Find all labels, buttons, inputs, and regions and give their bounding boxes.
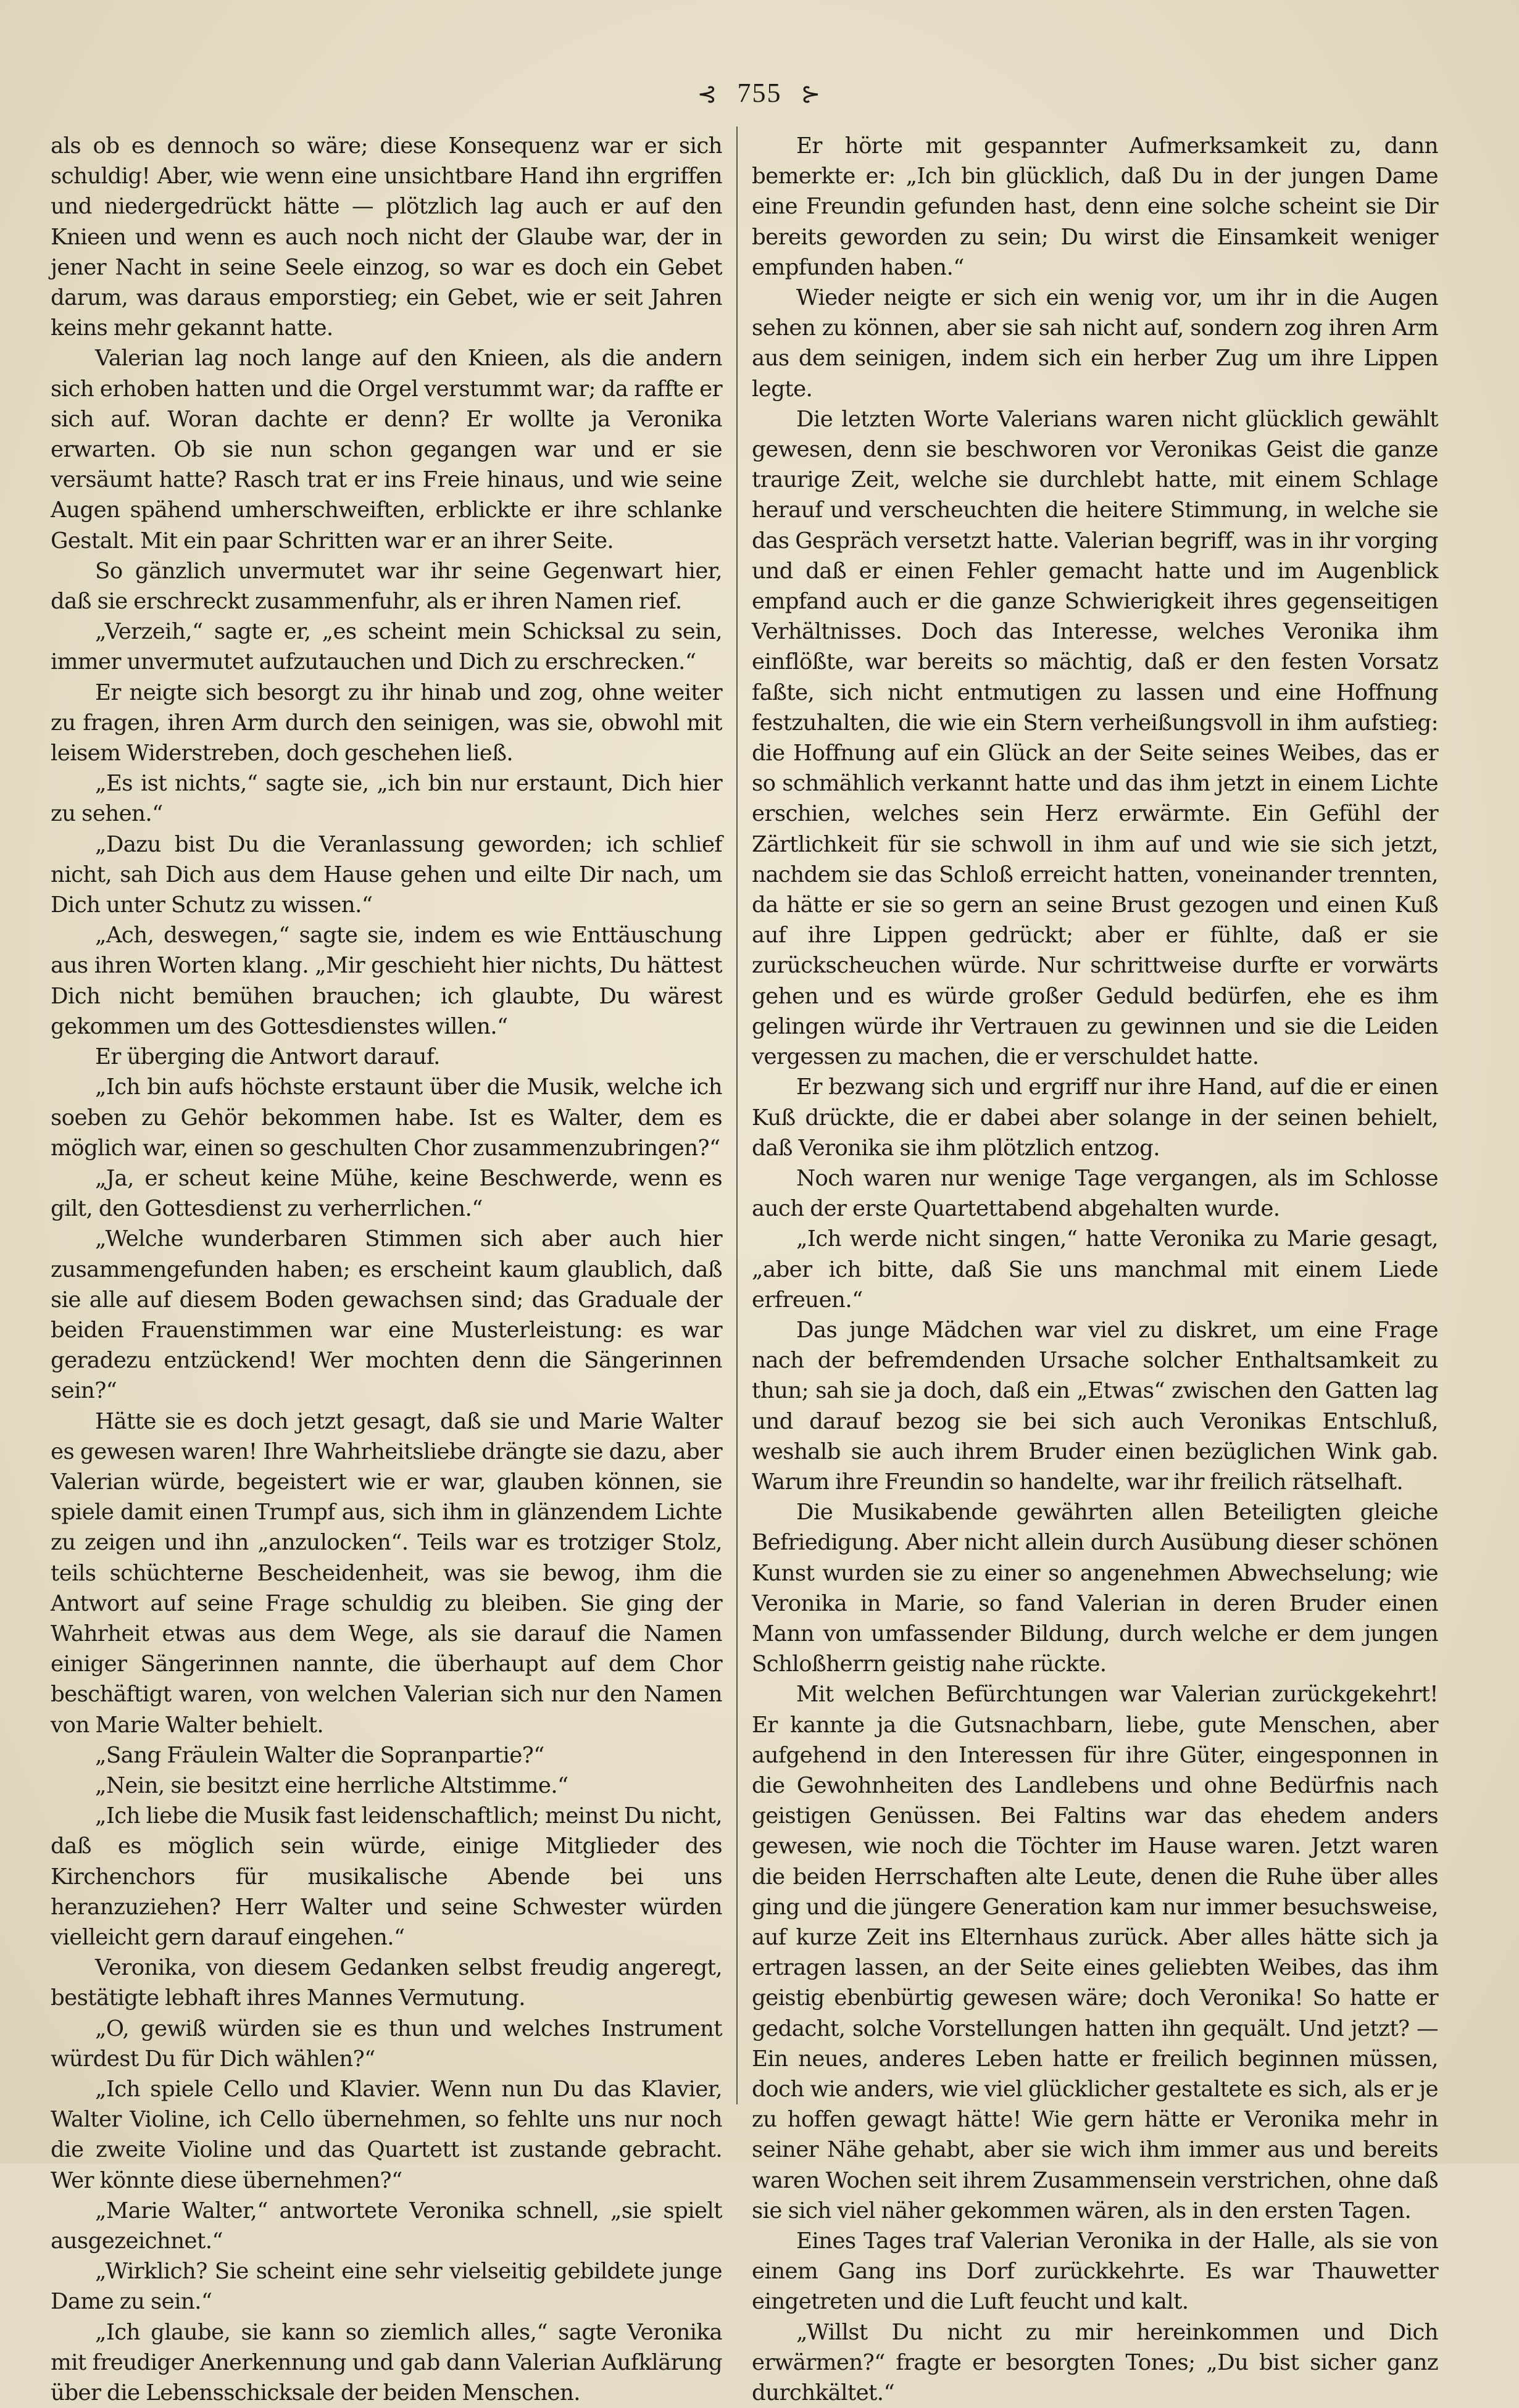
paragraph: Er neigte sich besorgt zu ihr hinab und zog, ohne weiter zu fragen, ihren Arm durch den seinigen, was sie, obwohl mit leisem Widerstreben, doch geschehen ließ. (51, 679, 722, 766)
paragraph: Er überging die Antwort darauf. (95, 1044, 440, 1070)
paragraph: „Verzeih,“ sagte er, „es scheint mein Schicksal zu sein, immer unvermutet aufzutauchen und Dich zu erschrecken.“ (51, 619, 722, 675)
paragraph: „Willst Du nicht zu mir hereinkommen und Dich erwärmen?“ fragte er besorgten Tones; „Du bist sicher ganz durchkältet.“ (752, 2319, 1438, 2406)
column-divider (736, 127, 738, 2104)
paragraph: „Nein, sie besitzt eine herrliche Altstimme.“ (95, 1772, 568, 1798)
ornament-left: ⊰ (697, 81, 718, 107)
paragraph: Die Musikabende gewährten allen Beteiligten gleiche Befriedigung. Aber nicht allein durch Ausübung dieser schönen Kunst wurden sie zu einer so angenehmen Abwechselung; wie Veronika in Marie, so fand Valerian in deren Bruder einen Mann von umfassender Bildung, durch welche er dem jungen Schloßherrn geistig nahe rückte. (752, 1500, 1438, 1677)
paragraph: „Ich glaube, sie kann so ziemlich alles,“ sagte Veronika mit freudiger Anerkennung und gab dann Valerian Aufklärung über die Lebensschicksale der beiden Menschen. (51, 2319, 722, 2406)
paragraph: Die letzten Worte Valerians waren nicht glücklich gewählt gewesen, denn sie beschworen vor Veronikas Geist die ganze traurige Zeit, welche sie durchlebt hatte, mit einem Schlage herauf und verscheuchten die heitere Stimmung, in welche sie das Gespräch versetzt hatte. Valerian begriff, was in ihr vorging und daß er einen Fehler gemacht hatte und im Augenblick empfand auch er die ganze Schwierigkeit ihres gegenseitigen Verhältnisses. Doch das Interesse, welches Veronika ihm einflößte, war bereits so mächtig, daß er den festen Vorsatz faßte, sich nicht entmutigen zu lassen und eine Hoffnung festzuhalten, die wie ein Stern verheißungsvoll in ihm aufstieg: die Hoffnung auf ein Glück an der Seite seines Weibes, das er so schmählich verkannt hatte und das ihm jetzt in einem Lichte erschien, welches sein Herz erwärmte. Ein Gefühl der Zärtlichkeit für sie schwoll in ihm auf und wie sie sich jetzt, nachdem sie das Schloß erreicht hatten, voneinander trennten, da hätte er sie so gern an seine Brust gezogen und einen Kuß auf ihre Lippen gedrückt; aber er fühlte, daß er sie zurückscheuchen würde. Nur schrittweise durfte er vorwärts gehen und es würde großer Geduld bedürfen, ehe es ihm gelingen würde ihr Vertrauen zu gewinnen und sie die Leiden vergessen zu machen, die er verschuldet hatte. (752, 406, 1438, 1070)
page-header (0, 77, 1519, 109)
paragraph: „O, gewiß würden sie es thun und welches Instrument würdest Du für Dich wählen?“ (51, 2016, 722, 2072)
paragraph: „Wirklich? Sie scheint eine sehr vielseitig gebildete junge Dame zu sein.“ (51, 2259, 722, 2315)
paragraph: Wieder neigte er sich ein wenig vor, um ihr in die Augen sehen zu können, aber sie sah nicht auf, sondern zog ihren Arm aus dem seinigen, indem sich ein herber Zug um ihre Lippen legte. (752, 285, 1438, 402)
paragraph: als ob es dennoch so wäre; diese Konsequenz war er sich schuldig! Aber, wie wenn eine unsichtbare Hand ihn ergriffen und niedergedrückt hätte — plötzlich lag auch er auf den Knieen und wenn es auch noch nicht der Glaube war, der in jener Nacht in seine Seele einzog, so war es doch ein Gebet darum, was daraus emporstieg; ein Gebet, wie er seit Jahren keins mehr gekannt hatte. (51, 133, 722, 341)
paragraph: So gänzlich unvermutet war ihr seine Gegenwart hier, daß sie erschreckt zusammenfuhr, als er ihren Namen rief. (51, 558, 722, 615)
paragraph: Er hörte mit gespannter Aufmerksamkeit zu, dann bemerkte er: „Ich bin glücklich, daß Du in der jungen Dame eine Freundin gefunden hast, denn eine solche scheint sie Dir bereits geworden zu sein; Du wirst die Einsamkeit weniger empfunden haben.“ (752, 133, 1438, 280)
paragraph: „Ach, deswegen,“ sagte sie, indem es wie Enttäuschung aus ihren Worten klang. „Mir geschieht hier nichts, Du hättest Dich nicht bemühen brauchen; ich glaubte, Du wärest gekommen um des Gottesdienstes willen.“ (51, 923, 722, 1039)
paragraph: „Dazu bist Du die Veranlassung geworden; ich schlief nicht, sah Dich aus dem Hause gehen und eilte Dir nach, um Dich unter Schutz zu wissen.“ (51, 831, 722, 918)
paragraph: Mit welchen Befürchtungen war Valerian zurückgekehrt! Er kannte ja die Gutsnachbarn, liebe, gute Menschen, aber aufgehend in den Interessen für ihre Güter, eingesponnen in die Gewohnheiten des Landlebens und ohne Bedürfnis nach geistigen Genüssen. Bei Faltins war das ehedem anders gewesen, wie noch die Töchter im Hause waren. Jetzt waren die beiden Herrschaften alte Leute, denen die Ruhe über alles ging und die jüngere Generation kam nur immer besuchsweise, auf kurze Zeit ins Elternhaus zurück. Aber alles hätte sich ja ertragen lassen, an der Seite eines geliebten Weibes, das ihm geistig ebenbürtig gewesen wäre; doch Veronika! So hatte er gedacht, solche Vorstellungen hatten ihn gequält. Und jetzt? — Ein neues, anderes Leben hatte er freilich beginnen müssen, doch wie anders, wie viel glücklicher gestaltete es sich, als er je zu hoffen gewagt hätte! Wie gern hätte er Veronika mehr in seiner Nähe gehabt, aber sie wich ihm immer aus und bereits waren Wochen seit ihrem Zusammensein verstrichen, ohne daß sie sich viel näher gekommen wären, als in den ersten Tagen. (752, 1682, 1438, 2223)
paragraph: „Ich spiele Cello und Klavier. Wenn nun Du das Klavier, Walter Violine, ich Cello übernehmen, so fehlte uns nur noch die zweite Violine und das Quartett ist zustande gebracht. Wer könnte diese übernehmen?“ (51, 2077, 722, 2193)
ornament-right: ⊱ (801, 81, 822, 107)
paragraph: „Es ist nichts,“ sagte sie, „ich bin nur erstaunt, Dich hier zu sehen.“ (51, 771, 722, 827)
paragraph: Hätte sie es doch jetzt gesagt, daß sie und Marie Walter es gewesen waren! Ihre Wahrheitsliebe drängte sie dazu, aber Valerian würde, begeistert wie er war, glauben können, sie spiele damit einen Trumpf aus, sich ihm in glänzendem Lichte zu zeigen und ihn „anzulocken“. Teils war es trotziger Stolz, teils schüchterne Bescheidenheit, was sie bewog, ihm die Antwort auf seine Frage schuldig zu bleiben. Sie ging der Wahrheit etwas aus dem Wege, als sie darauf die Namen einiger Sängerinnen nannte, die überhaupt auf dem Chor beschäftigt waren, von welchen Valerian sich nur den Namen von Marie Walter behielt. (51, 1408, 722, 1738)
page-number: 755 (737, 78, 782, 108)
paragraph: „Ich bin aufs höchste erstaunt über die Musik, welche ich soeben zu Gehör bekommen habe. Ist es Walter, dem es möglich war, einen so geschulten Chor zusammenzubringen?“ (51, 1074, 722, 1161)
paragraph: „Ich werde nicht singen,“ hatte Veronika zu Marie gesagt, „aber ich bitte, daß Sie uns manchmal mit einem Liede erfreuen.“ (752, 1226, 1438, 1313)
paragraph: „Welche wunderbaren Stimmen sich aber auch hier zusammengefunden haben; es erscheint kaum glaublich, daß sie alle auf diesem Boden gewachsen sind; das Graduale der beiden Frauenstimmen war eine Musterleistung: es war geradezu entzückend! Wer mochten denn die Sängerinnen sein?“ (51, 1226, 722, 1404)
paragraph: Eines Tages traf Valerian Veronika in der Halle, als sie von einem Gang ins Dorf zurückkehrte. Es war Thauwetter eingetreten und die Luft feucht und kalt. (752, 2228, 1438, 2315)
paragraph: Noch waren nur wenige Tage vergangen, als im Schlosse auch der erste Quartettabend abgehalten wurde. (752, 1165, 1438, 1222)
paragraph: Das junge Mädchen war viel zu diskret, um eine Frage nach der befremdenden Ursache solcher Enthaltsamkeit zu thun; sah sie ja doch, daß ein „Etwas“ zwischen den Gatten lag und darauf bezog sie bei sich auch Veronikas Entschluß, weshalb sie auch ihrem Bruder einen bezüglichen Wink gab. Warum ihre Freundin so handelte, war ihr freilich rätselhaft. (752, 1317, 1438, 1495)
paragraph: Veronika, von diesem Gedanken selbst freudig angeregt, bestätigte lebhaft ihres Mannes Vermutung. (51, 1955, 722, 2011)
paragraph: Er bezwang sich und ergriff nur ihre Hand, auf die er einen Kuß drückte, die er dabei aber solange in der seinen behielt, daß Veronika sie ihm plötzlich entzog. (752, 1074, 1438, 1161)
left-column (51, 131, 723, 2406)
paragraph: „Ja, er scheut keine Mühe, keine Beschwerde, wenn es gilt, den Gottesdienst zu verherrlichen.“ (51, 1165, 722, 1222)
paragraph: „Ich liebe die Musik fast leidenschaftlich; meinst Du nicht, daß es möglich sein würde, einige Mitglieder des Kirchenchors für musikalische Abende bei uns heranzuziehen? Herr Walter und seine Schwester würden vielleicht gern darauf eingehen.“ (51, 1803, 722, 1950)
paragraph: Valerian lag noch lange auf den Knieen, als die andern sich erhoben hatten und die Orgel verstummt war; da raffte er sich auf. Woran dachte er denn? Er wollte ja Veronika erwarten. Ob sie nun schon gegangen war und er sie versäumt hatte? Rasch trat er ins Freie hinaus, und wie seine Augen spähend umherschweiften, erblickte er ihre schlanke Gestalt. Mit ein paar Schritten war er an ihrer Seite. (51, 346, 723, 554)
paragraph: „Marie Walter,“ antwortete Veronika schnell, „sie spielt ausgezeichnet.“ (51, 2198, 722, 2254)
right-column (752, 131, 1438, 2406)
paragraph: „Sang Fräulein Walter die Sopranpartie?“ (95, 1742, 544, 1768)
